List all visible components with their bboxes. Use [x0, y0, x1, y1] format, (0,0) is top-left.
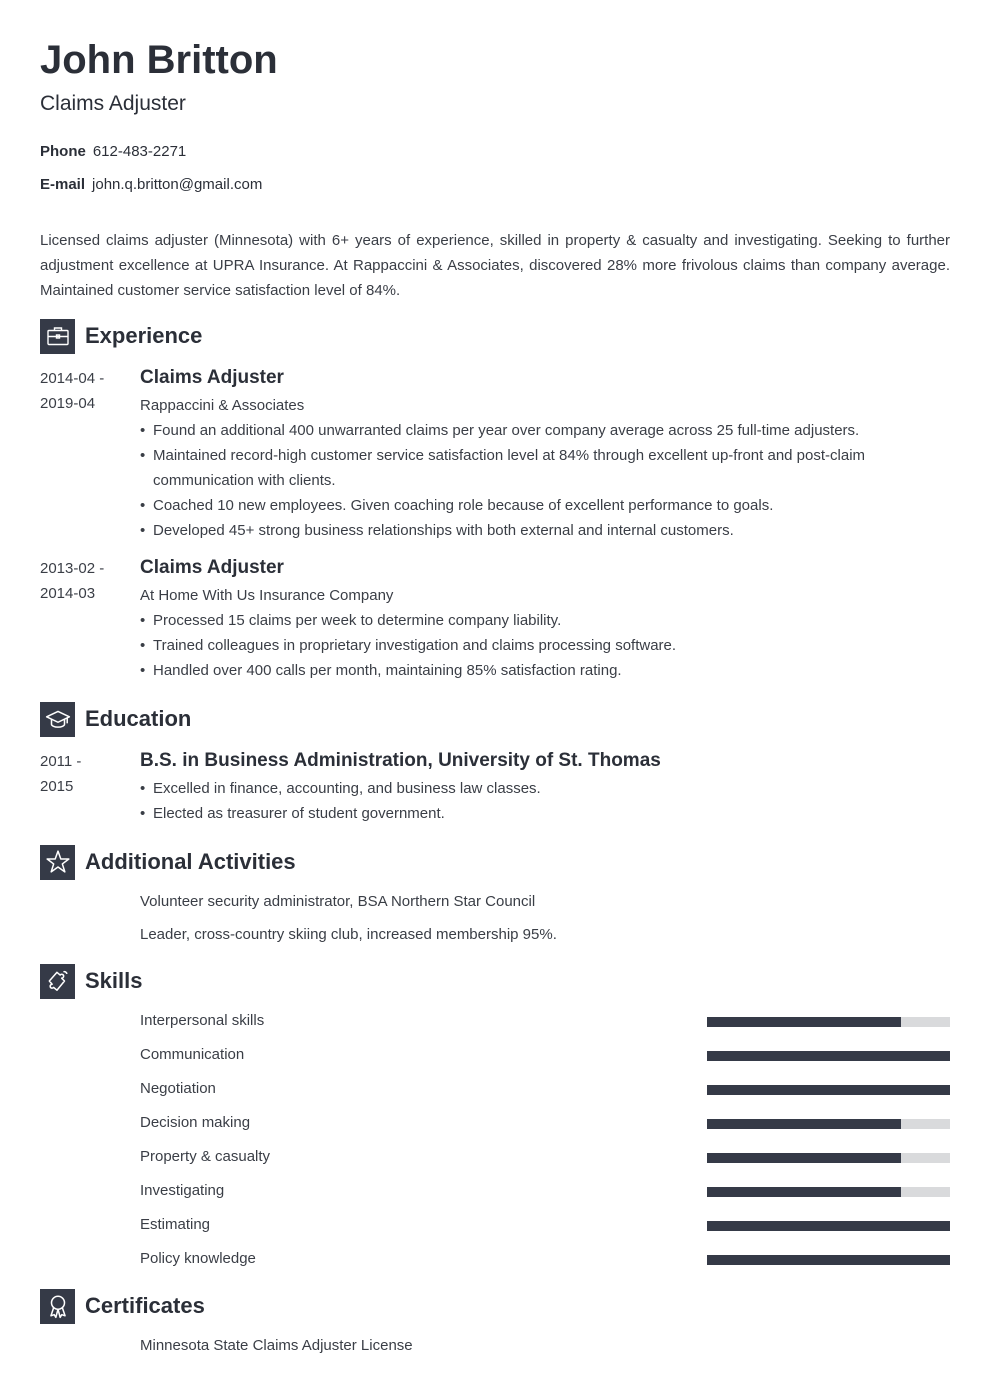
- skill-row: [140, 1147, 950, 1167]
- experience-title: Experience: [85, 323, 203, 348]
- activities-section-header: [40, 844, 296, 880]
- skill-row: [140, 1249, 950, 1269]
- skill-level-bar: [707, 1119, 950, 1129]
- skill-level-fill: [707, 1255, 950, 1265]
- job-bullets: [140, 608, 890, 683]
- skills-section-header: [40, 963, 142, 999]
- job-title: Claims Adjuster: [140, 557, 284, 578]
- graduation-cap-icon: [40, 702, 75, 737]
- skill-level-bar: [707, 1153, 950, 1163]
- skill-level-bar: [707, 1017, 950, 1027]
- skill-level-bar: [707, 1255, 950, 1265]
- briefcase-icon: [40, 319, 75, 354]
- skill-level-fill: [707, 1051, 950, 1061]
- skill-name: Communication: [140, 1046, 245, 1063]
- candidate-title: Claims Adjuster: [40, 92, 186, 115]
- experience-date: [40, 556, 120, 606]
- skill-level-fill: [707, 1119, 901, 1129]
- skill-level-fill: [707, 1085, 950, 1095]
- skill-name: Property & casualty: [140, 1148, 271, 1165]
- activity-item: Leader, cross-country skiing club, increased membership 95%.: [140, 926, 557, 943]
- skill-row: [140, 1011, 950, 1031]
- skill-name: Policy knowledge: [140, 1250, 256, 1267]
- skill-row: [140, 1045, 950, 1065]
- skill-name: Interpersonal skills: [140, 1012, 265, 1029]
- skill-row: [140, 1079, 950, 1099]
- email-value: john.q.britton@gmail.com: [92, 176, 263, 193]
- contact-phone: [40, 142, 186, 162]
- certificates-title: Certificates: [85, 1293, 205, 1318]
- skill-level-fill: [707, 1153, 901, 1163]
- certificate-item: Minnesota State Claims Adjuster License: [140, 1337, 413, 1354]
- job-title: Claims Adjuster: [140, 367, 284, 388]
- list-item: • Found an additional 400 unwarranted claims per year over company average across 25 full-time adjusters.: [140, 418, 890, 443]
- date-end: 2014-03: [40, 585, 96, 602]
- activities-title: Additional Activities: [85, 849, 296, 874]
- skill-name: Decision making: [140, 1114, 251, 1131]
- list-item: • Excelled in finance, accounting, and business law classes.: [140, 776, 890, 801]
- skill-level-bar: [707, 1051, 950, 1061]
- candidate-name: John Britton: [40, 38, 278, 82]
- date-end: 2015: [40, 778, 74, 795]
- company-name: At Home With Us Insurance Company: [140, 587, 394, 604]
- education-title: Education: [85, 706, 192, 731]
- degree-title: B.S. in Business Administration, University of St. Thomas: [140, 750, 661, 771]
- education-section-header: [40, 701, 191, 737]
- company-name: Rappaccini & Associates: [140, 397, 305, 414]
- list-item: • Trained colleagues in proprietary investigation and claims processing software.: [140, 633, 890, 658]
- skill-row: [140, 1113, 950, 1133]
- phone-value: 612-483-2271: [92, 143, 187, 160]
- skill-row: [140, 1181, 950, 1201]
- summary: Licensed claims adjuster (Minnesota) with 6+ years of experience, skilled in property & casualty and investigating. Seeking to further adjustment excellence at UPRA Insurance. At Rappaccini & Associates, discovered 28% more frivolous claims than company average. Maintained customer service satisfaction level of 84%.: [40, 232, 950, 299]
- phone-label: Phone: [40, 143, 86, 160]
- list-item: • Developed 45+ strong business relationships with both external and internal customers.: [140, 518, 890, 543]
- activity-item: Volunteer security administrator, BSA Northern Star Council: [140, 893, 536, 910]
- list-item: • Processed 15 claims per week to determine company liability.: [140, 608, 890, 633]
- puzzle-hand-icon: [40, 964, 75, 999]
- skill-level-fill: [707, 1221, 950, 1231]
- education-date: [40, 749, 120, 799]
- skill-name: Estimating: [140, 1216, 211, 1233]
- list-item: • Coached 10 new employees. Given coaching role because of excellent performance to goals.: [140, 493, 890, 518]
- list-item: • Elected as treasurer of student government.: [140, 801, 890, 826]
- experience-date: [40, 366, 120, 416]
- date-start: 2011 -: [40, 753, 82, 770]
- date-end: 2019-04: [40, 395, 96, 412]
- education-bullets: [140, 776, 890, 826]
- email-label: E-mail: [40, 176, 86, 193]
- skill-level-bar: [707, 1085, 950, 1095]
- star-icon: [40, 845, 75, 880]
- skills-title: Skills: [85, 968, 143, 993]
- experience-section-header: [40, 318, 202, 354]
- skill-level-fill: [707, 1187, 901, 1197]
- list-item: • Maintained record-high customer service satisfaction level at 84% through excellent up-front and post-claim communication with clients.: [140, 443, 890, 493]
- award-ribbon-icon: [40, 1289, 75, 1324]
- skill-level-fill: [707, 1017, 901, 1027]
- skill-level-bar: [707, 1187, 950, 1197]
- skill-name: Negotiation: [140, 1080, 216, 1097]
- contact-email: [40, 175, 262, 195]
- skill-name: Investigating: [140, 1182, 225, 1199]
- date-start: 2013-02 -: [40, 560, 105, 577]
- job-bullets: [140, 418, 890, 543]
- date-start: 2014-04 -: [40, 370, 105, 387]
- certificates-section-header: [40, 1288, 205, 1324]
- skill-level-bar: [707, 1221, 950, 1231]
- skill-row: [140, 1215, 950, 1235]
- list-item: • Handled over 400 calls per month, maintaining 85% satisfaction rating.: [140, 658, 890, 683]
